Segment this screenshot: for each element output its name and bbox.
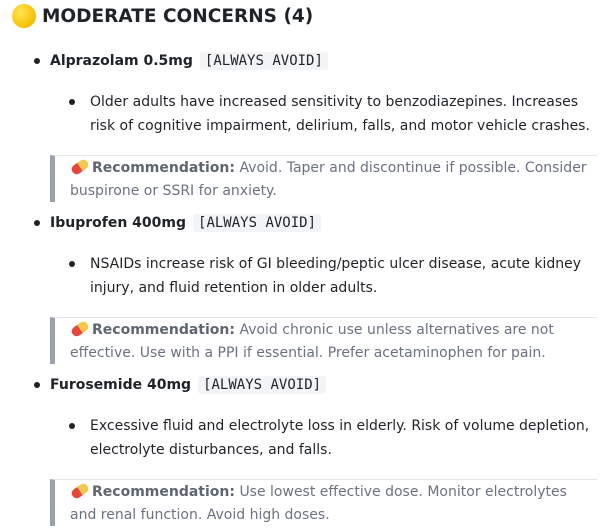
medication-detail xyxy=(72,414,602,462)
bullet-icon xyxy=(69,261,75,267)
detail-text: Older adults have increased sensitivity to benzodiazepines. Increases risk of cognitive impairment, delirium, falls, and motor vehicle crashes. xyxy=(90,94,590,134)
section-title: MODERATE CONCERNS (4) xyxy=(42,5,314,27)
recommendation-text: Avoid. Taper and discontinue if possible. Consider buspirone or SSRI for anxiety. xyxy=(70,160,587,199)
recommendation-label: Recommendation: xyxy=(92,160,235,176)
medication-name: Ibuprofen 400mg xyxy=(50,215,187,231)
recommendation-label: Recommendation: xyxy=(92,322,235,338)
recommendation-text: Avoid chronic use unless alternatives are not effective. Use with a PPI if essential. Prefer acetaminophen for pain. xyxy=(70,322,554,361)
recommendation-box xyxy=(50,479,597,526)
medication-tag: [ALWAYS AVOID] xyxy=(198,376,326,394)
bullet-icon xyxy=(69,99,75,105)
medication-name: Alprazolam 0.5mg xyxy=(50,53,193,69)
bullet-icon xyxy=(34,220,40,226)
bullet-icon xyxy=(69,423,75,429)
recommendation-label: Recommendation: xyxy=(92,484,235,500)
medication-tag: [ALWAYS AVOID] xyxy=(193,214,321,232)
section-heading xyxy=(12,4,313,28)
medication-detail xyxy=(72,90,602,138)
medication-detail xyxy=(72,252,602,300)
pill-icon xyxy=(70,482,90,501)
bullet-icon xyxy=(34,382,40,388)
medication-name: Furosemide 40mg xyxy=(50,377,192,393)
medication-item xyxy=(34,214,321,232)
recommendation-box xyxy=(50,155,597,202)
medication-item xyxy=(34,376,326,394)
recommendation-box xyxy=(50,317,597,364)
recommendation-text: Use lowest effective dose. Monitor electrolytes and renal function. Avoid high doses. xyxy=(70,484,567,523)
medication-item xyxy=(34,52,328,70)
detail-text: Excessive fluid and electrolyte loss in elderly. Risk of volume depletion, electrolyte disturbances, and falls. xyxy=(90,418,590,458)
yellow-circle-icon xyxy=(12,4,36,28)
pill-icon xyxy=(70,158,90,177)
detail-text: NSAIDs increase risk of GI bleeding/peptic ulcer disease, acute kidney injury, and fluid retention in older adults. xyxy=(90,256,582,296)
bullet-icon xyxy=(34,58,40,64)
pill-icon xyxy=(70,320,90,339)
medication-tag: [ALWAYS AVOID] xyxy=(200,52,328,70)
